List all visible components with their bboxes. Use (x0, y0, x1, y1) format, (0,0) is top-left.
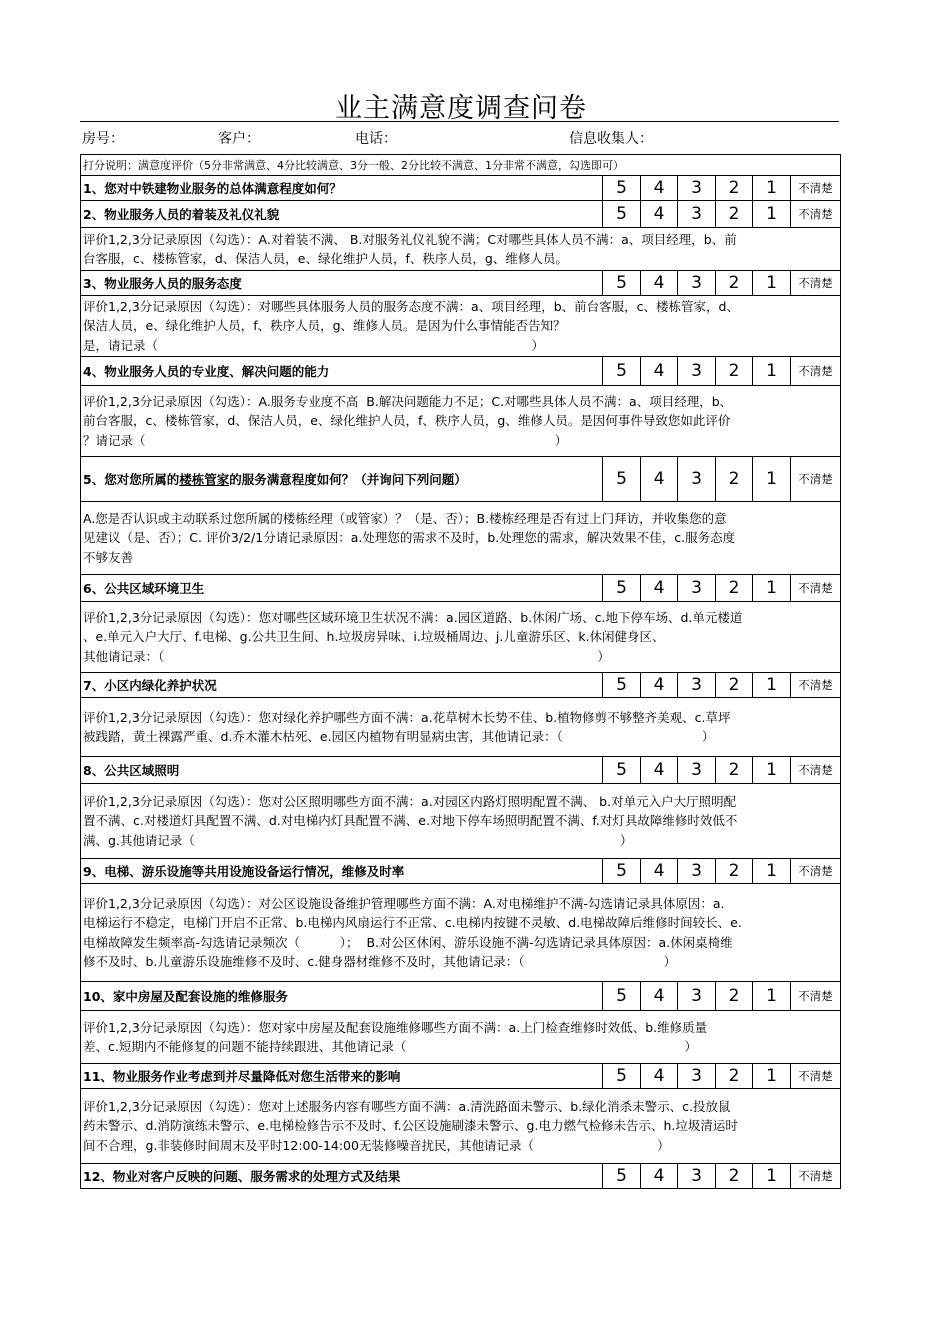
score-option-2[interactable]: 2 (716, 1064, 753, 1089)
question-title: 4、物业服务人员的专业度、解决问题的能力 (81, 357, 603, 386)
question-row (81, 982, 841, 1011)
detail-line: 评价1,2,3分记录原因（勾选）：A.对着装不满、 B.对服务礼仪礼貌不满；C对哪些具体人员不满：a、项目经理，b、前 (83, 231, 737, 247)
client-label: 客户： (218, 131, 260, 147)
detail-line: 评价1,2,3分记录原因（勾选）：您对上述服务内容有哪些方面不满：a.清洗路面未警示、b.绿化消杀未警示、c.投放鼠 (83, 1098, 731, 1114)
question-detail[interactable] (81, 1011, 841, 1064)
detail-line: 评价1,2,3分记录原因（勾选）：A.服务专业度不高 B.解决问题能力不足；C.对哪些具体人员不满：a、项目经理，b、 (83, 393, 733, 409)
score-option-unclear[interactable]: 不清楚 (791, 1164, 841, 1189)
score-option-2[interactable]: 2 (716, 176, 753, 201)
question-title: 6、公共区域环境卫生 (81, 575, 603, 602)
detail-line: 电梯故障发生频率高-勾选请记录频次（ ）； B.对公区休闲、游乐设施不满-勾选请记录具体原因：a.休闲桌椅维 (83, 934, 733, 950)
detail-line: 差、c.短期内不能修复的问题不能持续跟进、其他请记录（ ） (83, 1039, 697, 1054)
question-title: 2、物业服务人员的着装及礼仪礼貌 (81, 201, 603, 228)
question-row (81, 1164, 841, 1189)
phone-label: 电话： (355, 131, 397, 147)
score-option-5[interactable]: 5 (603, 357, 641, 386)
score-option-1[interactable]: 1 (753, 357, 791, 386)
detail-line: 评价1,2,3分记录原因（勾选）：您对公区照明哪些方面不满：a.对园区内路灯照明配置不满、 b.对单元入户大厅照明配 (83, 793, 737, 809)
detail-line: ？请记录（ ） (83, 432, 568, 448)
detail-line: 评价1,2,3分记录原因（勾选）：您对绿化养护哪些方面不满：a.花草树木长势不佳、b.植物修剪不够整齐美观、c.草坪 (83, 709, 731, 725)
score-option-unclear[interactable]: 不清楚 (791, 982, 841, 1011)
score-option-5[interactable]: 5 (603, 673, 641, 698)
question-detail[interactable] (81, 602, 841, 673)
question-title: 1、您对中铁建物业服务的总体满意程度如何？ (81, 176, 603, 201)
question-row (81, 176, 841, 201)
question-title-part: 的服务满意程度如何？（并询问下列问题） (229, 472, 467, 487)
question-detail[interactable] (81, 296, 841, 357)
score-option-3[interactable]: 3 (678, 1064, 716, 1089)
score-option-unclear[interactable]: 不清楚 (791, 457, 841, 502)
detail-line: 间不合理，g.非装修时间周末及平时12:00-14:00无装修噪音扰民，其他请记录（ ） (83, 1137, 670, 1153)
detail-line: 评价1,2,3分记录原因（勾选）：您对家中房屋及配套设施维修哪些方面不满：a.上门检查维修时效低、b.维修质量 (83, 1019, 708, 1035)
score-option-2[interactable]: 2 (716, 982, 753, 1011)
question-title-part: 5、您对您所属的 (83, 472, 180, 487)
score-option-3[interactable]: 3 (678, 757, 716, 784)
survey-table (80, 154, 841, 1189)
question-row (81, 575, 841, 602)
score-option-unclear[interactable]: 不清楚 (791, 673, 841, 698)
score-option-1[interactable]: 1 (753, 176, 791, 201)
question-row (81, 357, 841, 386)
detail-line: 是，请记录（ ） (83, 337, 544, 353)
question-title: 11、物业服务作业考虑到并尽量降低对您生活带来的影响 (81, 1064, 603, 1089)
score-option-4[interactable]: 4 (641, 982, 678, 1011)
score-option-5[interactable]: 5 (603, 201, 641, 228)
question-detail-row (81, 1089, 841, 1164)
question-title (81, 457, 603, 502)
score-option-4[interactable]: 4 (641, 271, 678, 296)
score-option-4[interactable]: 4 (641, 859, 678, 884)
question-detail[interactable] (81, 228, 841, 271)
detail-line: 评价1,2,3分记录原因（勾选）：对哪些具体服务人员的服务态度不满：a、项目经理，b、前台客服，c、楼栋管家，d、 (83, 298, 739, 314)
score-option-3[interactable]: 3 (678, 673, 716, 698)
score-option-4[interactable]: 4 (641, 575, 678, 602)
question-detail-row (81, 1011, 841, 1064)
detail-line: 评价1,2,3分记录原因（勾选）：对公区设施设备维护管理哪些方面不满：A.对电梯维护不满-勾选请记录具体原因：a. (83, 895, 725, 911)
question-row (81, 1064, 841, 1089)
score-option-2[interactable]: 2 (716, 271, 753, 296)
score-option-4[interactable]: 4 (641, 1064, 678, 1089)
score-option-1[interactable]: 1 (753, 201, 791, 228)
score-option-1[interactable]: 1 (753, 271, 791, 296)
score-option-2[interactable]: 2 (716, 457, 753, 502)
question-detail-row (81, 228, 841, 271)
detail-line: 评价1,2,3分记录原因（勾选）：您对哪些区域环境卫生状况不满：a.园区道路、b.休闲广场、c.地下停车场、d.单元楼道 (83, 609, 743, 625)
question-title: 10、家中房屋及配套设施的维修服务 (81, 982, 603, 1011)
score-option-unclear[interactable]: 不清楚 (791, 201, 841, 228)
score-option-unclear[interactable]: 不清楚 (791, 176, 841, 201)
score-option-5[interactable]: 5 (603, 575, 641, 602)
score-option-4[interactable]: 4 (641, 201, 678, 228)
question-detail-row (81, 602, 841, 673)
page-title: 业主满意度调查问卷 (335, 93, 587, 124)
question-title-underlined: 楼栋管家 (179, 472, 230, 487)
score-option-4[interactable]: 4 (641, 176, 678, 201)
detail-line: 被践踏，黄土裸露严重、d.乔木灌木枯死、e.园区内植物有明显病虫害，其他请记录：（ ） (83, 729, 715, 744)
detail-line: 满、g.其他请记录（ ） (83, 832, 633, 848)
detail-line: 电梯运行不稳定，电梯门开启不正常、b.电梯内风扇运行不正常、c.电梯内按键不灵敏、d.电梯故障后维修时间较长、e. (83, 915, 742, 930)
question-row (81, 201, 841, 228)
score-option-unclear[interactable]: 不清楚 (791, 1064, 841, 1089)
scoring-note: 打分说明：满意度评价（5分非常满意、4分比较满意、3分一般、2分比较不满意、1分非常不满意，勾选即可） (81, 155, 841, 176)
question-detail-row (81, 502, 841, 575)
detail-line: 不够友善 (83, 549, 134, 565)
score-option-3[interactable]: 3 (678, 1164, 716, 1189)
score-option-3[interactable]: 3 (678, 201, 716, 228)
score-option-1[interactable]: 1 (753, 1164, 791, 1189)
score-option-3[interactable]: 3 (678, 357, 716, 386)
score-option-5[interactable]: 5 (603, 757, 641, 784)
question-title: 7、小区内绿化养护状况 (81, 673, 603, 698)
collector-label: 信息收集人： (569, 131, 653, 147)
room-label: 房号： (82, 131, 124, 147)
detail-line: 前台客服，c、楼栋管家，d、保洁人员，e、绿化维护人员，f、秩序人员，g、维修人员。是因何事件导致您如此评价 (83, 413, 731, 429)
score-option-1[interactable]: 1 (753, 673, 791, 698)
score-option-unclear[interactable]: 不清楚 (791, 575, 841, 602)
question-detail-row (81, 296, 841, 357)
detail-line: 见建议（是、否）；C. 评价3/2/1分请记录原因：a.处理您的需求不及时，b.处理您的需求，解决效果不佳，c.服务态度 (83, 530, 736, 546)
score-option-unclear[interactable]: 不清楚 (791, 859, 841, 884)
title-divider (80, 121, 839, 122)
score-option-2[interactable]: 2 (716, 357, 753, 386)
question-detail-row (81, 698, 841, 757)
score-option-unclear[interactable]: 不清楚 (791, 271, 841, 296)
question-title: 3、物业服务人员的服务态度 (81, 271, 603, 296)
question-title: 9、电梯、游乐设施等共用设施设备运行情况，维修及时率 (81, 859, 603, 884)
score-option-3[interactable]: 3 (678, 859, 716, 884)
score-option-2[interactable]: 2 (716, 575, 753, 602)
question-row (81, 757, 841, 784)
score-option-2[interactable]: 2 (716, 201, 753, 228)
score-option-5[interactable]: 5 (603, 982, 641, 1011)
score-option-4[interactable]: 4 (641, 1164, 678, 1189)
score-option-5[interactable]: 5 (603, 176, 641, 201)
score-option-unclear[interactable]: 不清楚 (791, 357, 841, 386)
question-row (81, 271, 841, 296)
score-option-5[interactable]: 5 (603, 457, 641, 502)
question-detail-row (81, 386, 841, 457)
score-option-1[interactable]: 1 (753, 982, 791, 1011)
question-title: 12、物业对客户反映的问题、服务需求的处理方式及结果 (81, 1164, 603, 1189)
question-row (81, 673, 841, 698)
question-detail[interactable] (81, 884, 841, 982)
score-option-5[interactable]: 5 (603, 1064, 641, 1089)
score-option-3[interactable]: 3 (678, 271, 716, 296)
score-option-4[interactable]: 4 (641, 673, 678, 698)
question-title: 8、公共区域照明 (81, 757, 603, 784)
detail-line: A.您是否认识或主动联系过您所属的楼栋经理（或管家）？（是、否）；B.楼栋经理是否有过上门拜访，并收集您的意 (83, 510, 727, 526)
detail-line: 台客服，c、楼栋管家，d、保洁人员，e、绿化维护人员，f、秩序人员，g、维修人员。 (83, 251, 568, 266)
score-option-1[interactable]: 1 (753, 457, 791, 502)
question-detail[interactable] (81, 502, 841, 575)
detail-line: 置不满、c.对楼道灯具配置不满、d.对电梯内灯具配置不满、e.对地下停车场照明配置不满、f.对灯具故障维修时效低不 (83, 813, 738, 829)
score-option-2[interactable]: 2 (716, 859, 753, 884)
score-option-2[interactable]: 2 (716, 1164, 753, 1189)
detail-line: 修不及时、b.儿童游乐设施维修不及时、c.健身器材维修不及时，其他请记录：（ ） (83, 954, 677, 969)
score-option-4[interactable]: 4 (641, 457, 678, 502)
question-detail[interactable] (81, 1089, 841, 1164)
score-option-5[interactable]: 5 (603, 859, 641, 884)
score-option-2[interactable]: 2 (716, 757, 753, 784)
score-option-1[interactable]: 1 (753, 757, 791, 784)
question-detail[interactable] (81, 386, 841, 457)
score-option-4[interactable]: 4 (641, 357, 678, 386)
score-option-1[interactable]: 1 (753, 1064, 791, 1089)
detail-line: 其他请记录：（ ） (83, 648, 610, 664)
score-option-3[interactable]: 3 (678, 176, 716, 201)
score-option-4[interactable]: 4 (641, 757, 678, 784)
score-option-unclear[interactable]: 不清楚 (791, 757, 841, 784)
detail-line: 、e.单元入户大厅、f.电梯、g.公共卫生间、h.垃圾房异味、i.垃圾桶周边、j.儿童游乐区、k.休闲健身区、 (83, 629, 665, 645)
detail-line: 保洁人员，e、绿化维护人员，f、秩序人员，g、维修人员。是因为什么事情能否告知？ (83, 318, 566, 334)
question-row (81, 859, 841, 884)
score-option-3[interactable]: 3 (678, 982, 716, 1011)
question-detail[interactable] (81, 698, 841, 757)
score-option-3[interactable]: 3 (678, 457, 716, 502)
question-detail-row (81, 784, 841, 859)
detail-line: 药未警示、d.消防演练未警示、e.电梯检修告示不及时、f.公区设施刷漆未警示、g.电力燃气检修未告示、h.垃圾清运时 (83, 1118, 738, 1134)
score-option-5[interactable]: 5 (603, 1164, 641, 1189)
score-option-1[interactable]: 1 (753, 859, 791, 884)
score-option-1[interactable]: 1 (753, 575, 791, 602)
score-option-5[interactable]: 5 (603, 271, 641, 296)
question-row (81, 457, 841, 502)
score-option-2[interactable]: 2 (716, 673, 753, 698)
score-option-3[interactable]: 3 (678, 575, 716, 602)
question-detail-row (81, 884, 841, 982)
question-detail[interactable] (81, 784, 841, 859)
